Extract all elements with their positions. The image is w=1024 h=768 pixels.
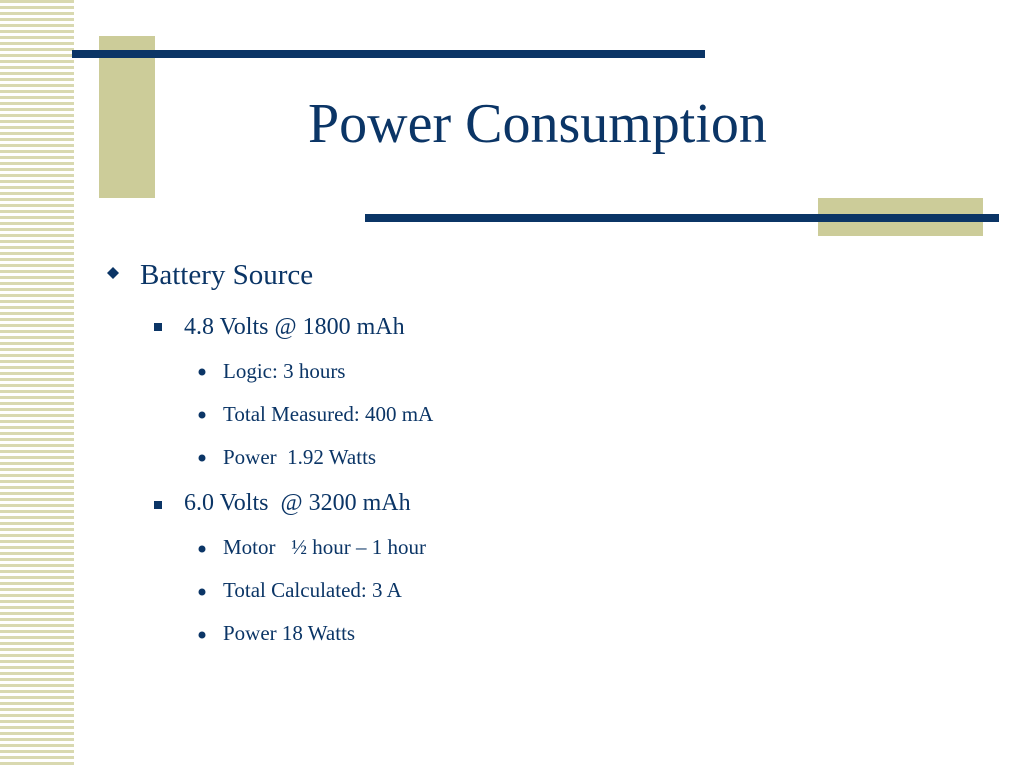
bullet-battery-source: Battery Source bbox=[140, 259, 314, 291]
left-stripe-decoration bbox=[0, 0, 74, 768]
dot-icon bbox=[198, 588, 206, 596]
diamond-icon bbox=[106, 266, 120, 280]
top-tan-block bbox=[99, 36, 155, 198]
top-navy-rule bbox=[72, 50, 705, 58]
bullet-logic-hours: Logic: 3 hours bbox=[223, 359, 346, 383]
dot-icon bbox=[198, 545, 206, 553]
bullet-4-8-volts: 4.8 Volts @ 1800 mAh bbox=[184, 314, 405, 340]
slide-title: Power Consumption bbox=[308, 93, 767, 155]
bullet-motor-hours: Motor ½ hour – 1 hour bbox=[223, 535, 426, 559]
bullet-power-watts: Power 1.92 Watts bbox=[223, 445, 377, 469]
dot-icon bbox=[198, 411, 206, 419]
bullet-total-calculated: Total Calculated: 3 A bbox=[223, 578, 402, 602]
dot-icon bbox=[198, 454, 206, 462]
dot-icon bbox=[198, 368, 206, 376]
square-icon bbox=[154, 501, 162, 509]
dot-icon bbox=[198, 631, 206, 639]
square-icon bbox=[154, 323, 162, 331]
bullet-power-18-watts: Power 18 Watts bbox=[223, 621, 356, 645]
bottom-navy-rule bbox=[365, 214, 999, 222]
bullet-6-0-volts: 6.0 Volts @ 3200 mAh bbox=[184, 490, 411, 516]
bullet-total-measured: Total Measured: 400 mA bbox=[223, 402, 434, 426]
